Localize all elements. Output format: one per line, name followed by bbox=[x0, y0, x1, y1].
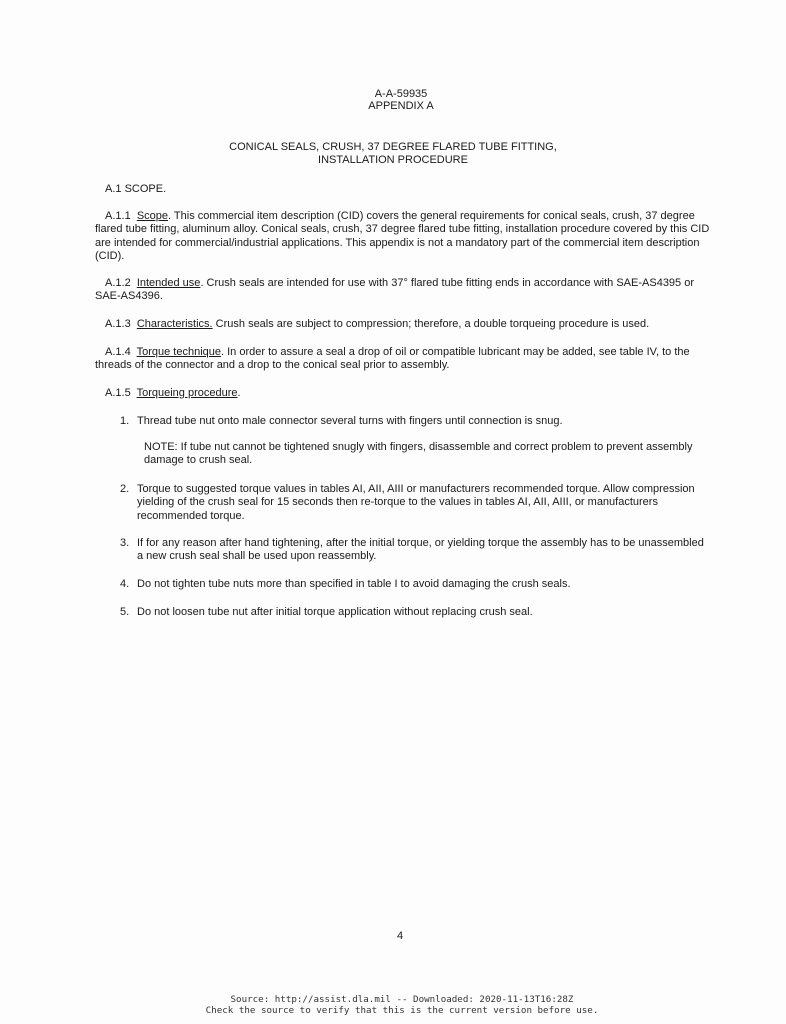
section-a15 bbox=[95, 387, 715, 400]
section-a14-number: A.1.4 bbox=[105, 346, 131, 358]
section-a1-label: A.1 SCOPE. bbox=[105, 183, 167, 195]
section-a12-text: . Crush seals are intended for use with 37° flared tube fitting ends in accordance with SAE-AS4395 or SAE-AS4396. bbox=[95, 277, 695, 303]
step-text: Do not tighten tube nuts more than specified in table I to avoid damaging the crush seals. bbox=[137, 578, 571, 590]
section-a13 bbox=[95, 318, 715, 331]
section-a15-heading: Torqueing procedure bbox=[136, 387, 238, 399]
step-item-4 bbox=[120, 578, 710, 591]
document-title-line2: INSTALLATION PROCEDURE bbox=[318, 154, 468, 166]
document-id: A-A-59935 bbox=[374, 88, 428, 100]
step-item-3 bbox=[120, 537, 710, 564]
step-number: 3. bbox=[120, 537, 130, 549]
step-number: 5. bbox=[120, 606, 130, 618]
document-title-line1: CONICAL SEALS, CRUSH, 37 DEGREE FLARED TUBE FITTING, bbox=[229, 141, 557, 153]
section-a1-scope bbox=[95, 183, 725, 196]
source-line: Source: http://assist.dla.mil -- Downloaded: 2020-11-13T16:28Z bbox=[230, 994, 574, 1005]
section-a12-number: A.1.2 bbox=[105, 277, 131, 289]
section-a13-number: A.1.3 bbox=[105, 318, 131, 330]
step-item-5 bbox=[120, 606, 710, 619]
section-a11-number: A.1.1 bbox=[105, 210, 131, 222]
page-number: 4 bbox=[396, 930, 404, 942]
section-a15-text: . bbox=[237, 387, 241, 399]
section-a15-number: A.1.5 bbox=[105, 387, 131, 399]
step-text: Do not loosen tube nut after initial torque application without replacing crush seal. bbox=[137, 606, 533, 618]
section-a14 bbox=[95, 346, 715, 373]
section-a14-heading: Torque technique bbox=[136, 346, 222, 358]
step-number: 4. bbox=[120, 578, 130, 590]
section-a12 bbox=[95, 277, 715, 304]
section-a14-text: . In order to assure a seal a drop of oil or compatible lubricant may be added, see table IV, to the threads of the connector and a drop to the conical seal prior to assembly. bbox=[95, 346, 690, 372]
note-text: NOTE: If tube nut cannot be tightened snugly with fingers, disassemble and correct problem to prevent assembly damage to crush seal. bbox=[144, 441, 693, 467]
section-a11-heading: Scope bbox=[136, 210, 169, 222]
step-item-1 bbox=[120, 415, 710, 428]
section-a12-heading: Intended use bbox=[136, 277, 201, 289]
step-text: Torque to suggested torque values in tables AI, AII, AIII or manufacturers recommended torque. Allow compression yielding of the crush seal for 15 seconds then re-torque to the values in tables AI, AII, AIII, or manufacturers recommended torque. bbox=[137, 483, 695, 522]
step-text: If for any reason after hand tightening, after the initial torque, or yielding torque the assembly has to be unassembled a new crush seal shall be used upon reassembly. bbox=[137, 537, 704, 563]
section-a11-text: . This commercial item description (CID) covers the general requirements for conical seals, crush, 37 degree flared tube fitting, aluminum alloy. Conical seals, crush, 37 degree flared tube fitting, installation procedure covered by this CID are intended for commercial/industrial applications. This appendix is not a mandatory part of the commercial item description (CID). bbox=[95, 210, 710, 263]
step-number: 1. bbox=[120, 415, 130, 427]
section-a13-text: Crush seals are subject to compression; therefore, a double torqueing procedure is used. bbox=[212, 318, 650, 330]
appendix-label: APPENDIX A bbox=[368, 100, 434, 112]
step-number: 2. bbox=[120, 483, 130, 495]
verify-line: Check the source to verify that this is the current version before use. bbox=[205, 1005, 599, 1016]
section-a11 bbox=[95, 210, 715, 264]
step-item-2 bbox=[120, 483, 710, 523]
step-text: Thread tube nut onto male connector several turns with fingers until connection is snug. bbox=[137, 415, 563, 427]
section-a13-heading: Characteristics. bbox=[136, 318, 213, 330]
